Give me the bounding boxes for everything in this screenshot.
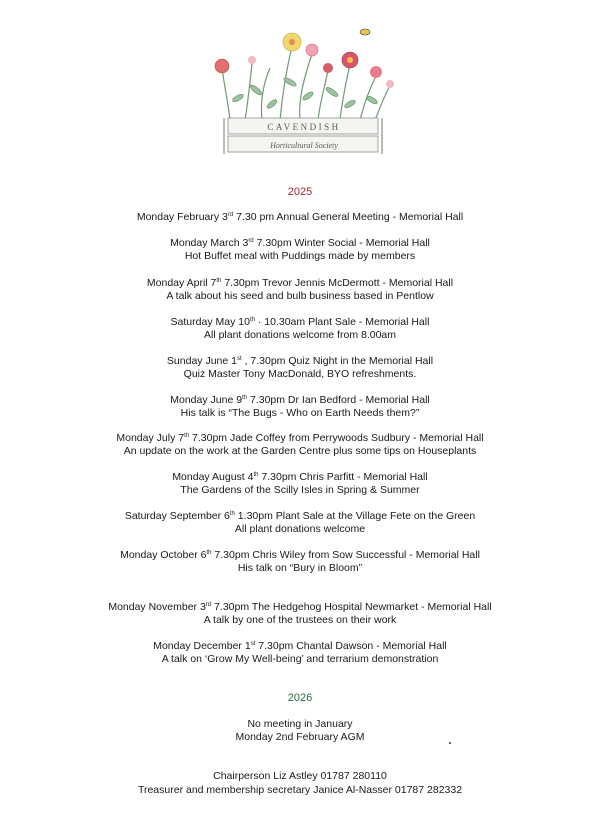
- year-heading-2026: 2026: [287, 692, 313, 704]
- event-line1: Saturday May 10th · 10.30am Plant Sale - Memorial Hall: [170, 316, 430, 328]
- event-line1: Monday June 9th 7.30pm Dr Ian Bedford - Memorial Hall: [170, 394, 430, 406]
- chairperson-contact: Chairperson Liz Astley 01787 280110: [213, 770, 387, 782]
- event-line2: All plant donations welcome from 8.00am: [203, 329, 396, 341]
- event-line2: Hot Buffet meal with Puddings made by members: [184, 250, 416, 262]
- event-line1: Monday November 3rd 7.30pm The Hedgehog Hospital Newmarket - Memorial Hall: [108, 601, 492, 613]
- event-line2: An update on the work at the Garden Centre plus some tips on Houseplants: [123, 445, 477, 457]
- event-line2: His talk is “The Bugs - Who on Earth Needs them?”: [180, 407, 420, 419]
- note-line: Monday 2nd February AGM: [235, 731, 365, 743]
- event-line2: A talk about his seed and bulb business based in Pentlow: [166, 290, 434, 302]
- event-line1: Monday April 7th 7.30pm Trevor Jennis McDermott - Memorial Hall: [146, 277, 454, 289]
- event-line2: A talk on ‘Grow My Well-being’ and terrarium demonstration: [161, 653, 439, 665]
- event-line2: His talk on “Bury in Bloom”: [237, 562, 363, 574]
- event-line2: A talk by one of the trustees on their work: [203, 614, 397, 626]
- event-item: [0, 510, 600, 536]
- event-line1: Monday March 3rd 7.30pm Winter Social - Memorial Hall: [170, 237, 430, 249]
- year-heading-2025: 2025: [287, 186, 313, 198]
- event-item: [0, 277, 600, 303]
- event-item: [0, 601, 600, 627]
- event-line2: All plant donations welcome: [234, 523, 366, 535]
- event-line2: The Gardens of the Scilly Isles in Spring & Summer: [180, 484, 420, 496]
- event-item: [0, 549, 600, 575]
- event-line1: Saturday September 6th 1.30pm Plant Sale at the Village Fete on the Green: [124, 510, 476, 522]
- event-item: [0, 316, 600, 342]
- note-line: No meeting in January: [247, 718, 353, 730]
- logo-subtitle: Horticultural Society: [270, 141, 338, 150]
- event-line1: Monday February 3rd 7.30 pm Annual General Meeting - Memorial Hall: [136, 211, 464, 223]
- stray-dot: [449, 742, 451, 744]
- event-item: [0, 237, 600, 263]
- event-line2: Quiz Master Tony MacDonald, BYO refreshments.: [183, 368, 417, 380]
- event-item: [0, 394, 600, 420]
- event-line1: Monday August 4th 7.30pm Chris Parfitt - Memorial Hall: [172, 471, 428, 483]
- treasurer-contact: Treasurer and membership secretary Janice Al-Nasser 01787 282332: [137, 784, 463, 796]
- contacts: [0, 769, 600, 797]
- society-logo: [200, 12, 410, 172]
- event-item: [0, 640, 600, 666]
- event-line1: Sunday June 1st , 7.30pm Quiz Night in the Memorial Hall: [166, 355, 434, 367]
- event-item: [0, 432, 600, 458]
- logo-title: CAVENDISH: [267, 122, 341, 132]
- event-line1: Monday December 1st 7.30pm Chantal Dawson - Memorial Hall: [153, 640, 447, 652]
- notes-2026: [0, 718, 600, 744]
- event-item: [0, 211, 600, 224]
- event-line1: Monday July 7th 7.30pm Jade Coffey from Perrywoods Sudbury - Memorial Hall: [116, 432, 484, 444]
- event-item: [0, 355, 600, 381]
- event-item: [0, 471, 600, 497]
- event-line1: Monday October 6th 7.30pm Chris Wiley from Sow Successful - Memorial Hall: [120, 549, 480, 561]
